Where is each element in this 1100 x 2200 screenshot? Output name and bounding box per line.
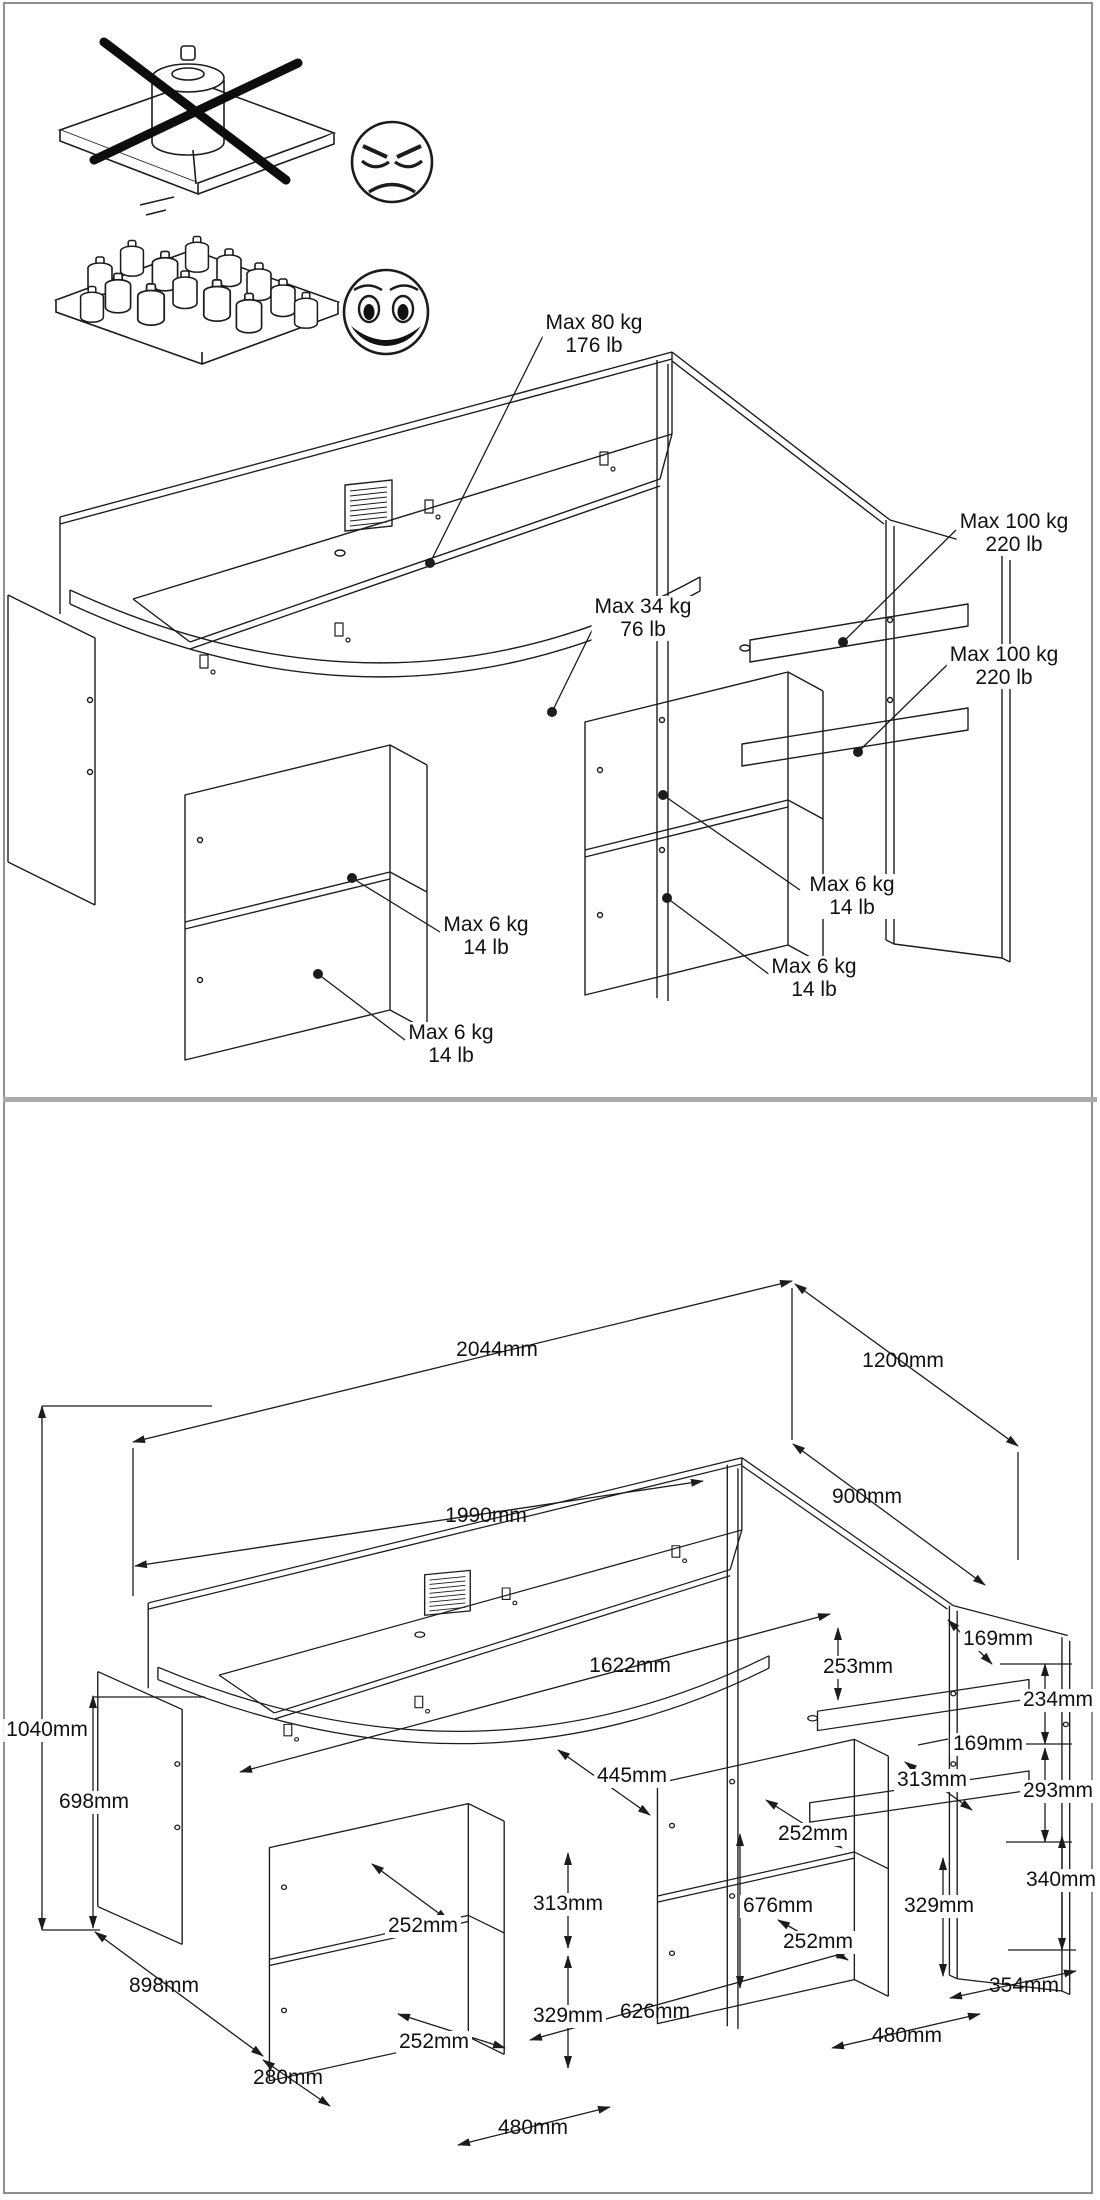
dimension-line (530, 1952, 848, 2040)
leader-dot (853, 747, 863, 757)
dimension-label: 252mm (780, 1931, 856, 1954)
dimension-label: 313mm (894, 1769, 970, 1792)
dimension-line (263, 2060, 330, 2106)
dimension-label: 2044mm (456, 1338, 538, 1361)
leader-line (843, 530, 956, 642)
weight-label-kg: Max 100 kg (959, 510, 1069, 533)
dimension-label: 169mm (960, 1628, 1036, 1651)
leader-dot (658, 790, 668, 800)
leader-line (667, 898, 770, 975)
dimension-label: 898mm (128, 1974, 200, 1997)
dimension-label: 234mm (1020, 1689, 1096, 1712)
dimension-line (398, 2014, 505, 2048)
dimension-label: 480mm (497, 2116, 569, 2139)
dimension-label: 626mm (619, 2000, 691, 2023)
leader-line (318, 974, 405, 1040)
dimension-line (832, 2014, 980, 2048)
dimension-label: 280mm (252, 2066, 324, 2089)
dimension-line (918, 1739, 948, 1745)
furniture-drawing-top (8, 352, 1010, 1060)
happy-face-icon (344, 270, 428, 354)
leader-line (552, 614, 600, 712)
weight-label-kg: Max 6 kg (809, 873, 895, 896)
dimension-line (458, 2107, 610, 2145)
dimension-line (950, 1971, 1076, 1998)
weight-label-kg: Max 6 kg (771, 955, 857, 978)
annotation-lines-layer (42, 330, 1076, 2145)
dimension-label: 354mm (988, 1974, 1060, 1997)
leader-dot (838, 637, 848, 647)
angry-face-icon (352, 122, 432, 202)
dimension-line (948, 1620, 992, 1664)
weight-label-lb: 76 lb (620, 617, 666, 641)
dimension-label: 676mm (740, 1895, 816, 1918)
weight-label-lb: 176 lb (565, 333, 623, 357)
weight-label-kg: Max 80 kg (545, 311, 643, 334)
dimension-line (135, 1481, 703, 1566)
leader-line (430, 330, 546, 563)
weight-label-lb: 14 lb (791, 977, 837, 1001)
dimension-label: 253mm (820, 1656, 896, 1679)
leader-dot (347, 873, 357, 883)
dimension-label: 340mm (1023, 1869, 1099, 1892)
dimension-label: 1200mm (862, 1349, 944, 1372)
weight-label-kg: Max 6 kg (443, 913, 529, 936)
leader-dot (425, 558, 435, 568)
dimension-label: 252mm (396, 2031, 472, 2054)
weight-label-lb: 220 lb (985, 532, 1043, 556)
dimension-label: 313mm (530, 1893, 606, 1916)
weight-label-lb: 14 lb (428, 1043, 474, 1067)
dimension-label: 329mm (901, 1895, 977, 1918)
dimension-line (133, 1281, 792, 1442)
dimension-label: 169mm (950, 1733, 1026, 1756)
dimension-line (372, 1864, 448, 1920)
furniture-drawing-bottom (98, 1458, 1070, 2081)
weight-label-lb: 220 lb (975, 665, 1033, 689)
dimension-label: 900mm (831, 1485, 903, 1508)
leader-dot (547, 707, 557, 717)
dimension-line (905, 1762, 972, 1810)
dimension-label: 1040mm (3, 1719, 91, 1742)
dimension-label: 1990mm (445, 1504, 527, 1527)
dimension-line (766, 1800, 842, 1848)
leader-dot (313, 969, 323, 979)
dimension-label: 698mm (56, 1791, 132, 1814)
weight-label-kg: Max 34 kg (594, 595, 692, 618)
dimension-line (793, 1444, 985, 1585)
dimension-label: 252mm (775, 1823, 851, 1846)
weight-label-lb: 14 lb (829, 895, 875, 919)
prohibited-load-pictogram (60, 42, 334, 215)
weight-label-lb: 14 lb (463, 935, 509, 959)
dimension-line (558, 1750, 650, 1815)
dimension-label: 329mm (530, 2005, 606, 2028)
leader-line (858, 664, 948, 752)
dimension-line (795, 1284, 1018, 1446)
leader-dot (662, 893, 672, 903)
dimension-line (778, 1920, 848, 1960)
dimension-label: 293mm (1020, 1780, 1096, 1803)
weight-label-kg: Max 6 kg (408, 1021, 494, 1044)
allowed-load-pictogram (56, 237, 338, 364)
weight-label-kg: Max 100 kg (949, 643, 1059, 666)
dimension-label: 480mm (871, 2024, 943, 2047)
dimension-label: 445mm (594, 1765, 670, 1788)
dimension-line (95, 1932, 263, 2056)
dimension-label: 1622mm (589, 1654, 671, 1677)
dimension-label: 252mm (385, 1915, 461, 1938)
